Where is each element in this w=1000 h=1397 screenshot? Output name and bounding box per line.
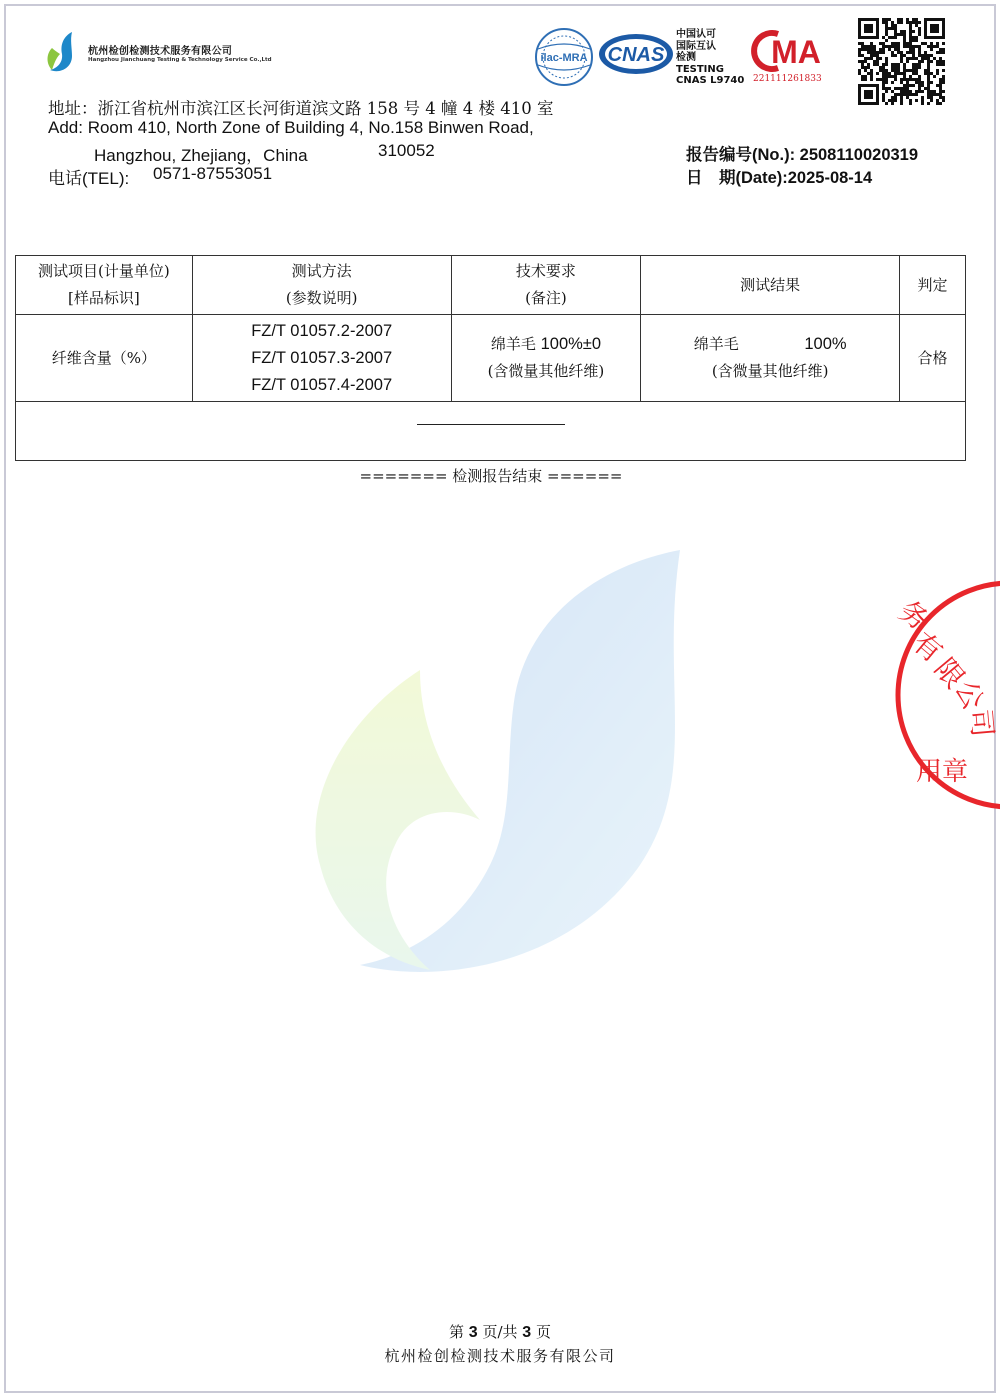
- result-value: 100%: [804, 335, 847, 353]
- page-indicator: [0, 1321, 1000, 1342]
- postal-code: 310052: [378, 141, 435, 160]
- page-mid: 页/共: [482, 1323, 523, 1341]
- cma-number: 221111261833: [753, 74, 822, 84]
- page-suffix: 页: [535, 1323, 551, 1341]
- header-cell-result: 测试结果: [641, 256, 900, 315]
- cnas-text-line: TESTING: [676, 63, 724, 75]
- result-fiber: 绵羊毛: [693, 335, 739, 353]
- cnas-text-line: 国际互认: [676, 40, 716, 52]
- company-seal-icon: [880, 555, 1000, 835]
- requirement-cell: [451, 315, 641, 402]
- report-end-mark: ======= 检测报告结束 ======: [359, 467, 623, 485]
- cnas-accreditation-text: [676, 29, 744, 87]
- header-cell-method: [192, 256, 451, 315]
- table-blank-row: [16, 402, 966, 461]
- company-name-en: Hangzhou Jianchuang Testing & Technology Service Co.,Ltd: [88, 57, 272, 63]
- table-row: [16, 315, 966, 402]
- header-line: 测试方法: [291, 262, 352, 280]
- header-cell-requirement: [451, 256, 641, 315]
- header-line: 技术要求: [515, 262, 576, 280]
- requirement-note: (含微量其他纤维): [487, 362, 605, 380]
- ilac-mra-icon: [532, 27, 596, 87]
- header-cell-item: [16, 256, 193, 315]
- requirement-fiber: 绵羊毛: [490, 335, 536, 353]
- header-line: (参数说明): [285, 289, 358, 307]
- requirement-value: 100%±0: [540, 335, 602, 353]
- cnas-logo-icon: [598, 32, 674, 76]
- table-header-row: [16, 256, 966, 315]
- verdict-cell: 合格: [900, 315, 966, 402]
- page-current: 3: [468, 1324, 478, 1341]
- method-line: FZ/T 01057.3-2007: [251, 348, 393, 367]
- telephone-label: 电话(TEL):: [48, 169, 130, 188]
- blank-divider-line: [417, 424, 565, 425]
- seal-bottom-text: 用章: [916, 757, 969, 787]
- report-number: 报告编号(No.): 2508110020319: [686, 146, 919, 164]
- seal-char: 限: [927, 651, 972, 695]
- blank-cell: [16, 402, 966, 461]
- method-line: FZ/T 01057.4-2007: [251, 375, 393, 394]
- seal-char: 务: [892, 593, 935, 637]
- company-logo-icon: [42, 30, 82, 74]
- address-en-line2: Hangzhou, Zhejiang，China: [94, 146, 308, 165]
- result-note: (含微量其他纤维): [711, 362, 829, 380]
- cnas-label: CNAS: [607, 44, 665, 66]
- seal-char: 司: [963, 707, 1000, 739]
- seal-char: 有: [906, 625, 950, 670]
- page-prefix: 第: [448, 1323, 464, 1341]
- cnas-text-line: CNAS L9740: [676, 75, 745, 86]
- page-total: 3: [522, 1324, 532, 1341]
- cnas-text-line: 检测: [676, 52, 696, 63]
- cnas-text-line: 中国认可: [676, 29, 716, 40]
- company-name-cn: 杭州检创检测技术服务有限公司: [88, 46, 233, 57]
- result-cell: [641, 315, 900, 402]
- address-cn: 地址：浙江省杭州市滨江区长河街道滨文路 158 号 4 幢 4 楼 410 室: [48, 99, 554, 118]
- watermark-logo-icon: [300, 545, 700, 975]
- seal-char: 公: [948, 675, 991, 715]
- test-method-cell: [192, 315, 451, 402]
- header-line: 测试项目(计量单位): [38, 262, 170, 280]
- report-date: 日 期(Date):2025-08-14: [686, 169, 873, 187]
- header-line: (备注): [525, 289, 567, 307]
- test-item-cell: 纤维含量（%）: [16, 315, 193, 402]
- test-results-table: [15, 255, 966, 461]
- telephone-number: 0571-87553051: [153, 164, 273, 183]
- cma-label: MA: [771, 34, 821, 70]
- method-line: FZ/T 01057.2-2007: [251, 321, 393, 340]
- address-en-line1: Add: Room 410, North Zone of Building 4, No.158 Binwen Road,: [48, 118, 534, 137]
- header-cell-verdict: 判定: [900, 256, 966, 315]
- qr-code-icon: [858, 18, 948, 106]
- footer-company-name: 杭州检创检测技术服务有限公司: [384, 1347, 616, 1365]
- ilac-label: ilac-MRA: [540, 52, 588, 64]
- cma-logo-icon: [748, 28, 830, 74]
- header-line: [样品标识]: [68, 289, 140, 307]
